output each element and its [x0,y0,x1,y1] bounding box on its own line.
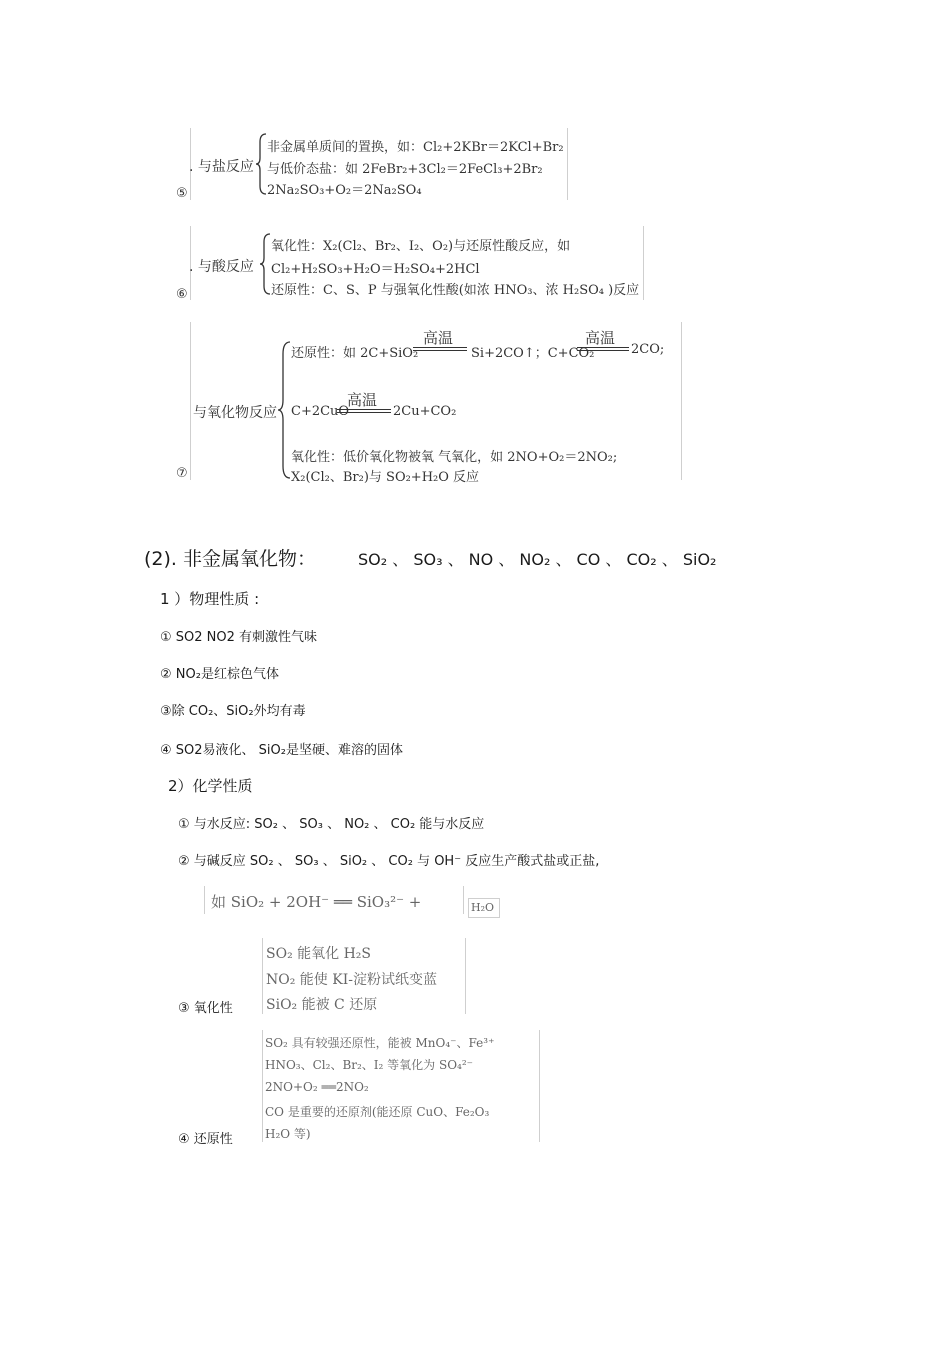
brace-icon [277,340,291,480]
acid-line-2: Cl₂+H₂SO₃+H₂O＝H₂SO₄+2HCl [271,262,480,277]
chemical-properties-heading: 2）化学性质 [168,777,253,795]
reducing-line-1: SO₂ 具有较强还原性，能被 MnO₄⁻、Fe³⁺ [265,1036,495,1050]
base-equation-image [204,886,464,914]
base-equation: 如 SiO₂ + 2OH⁻ ══ SiO₃²⁻ + [211,893,422,911]
acid-line-3: 还原性：C、S、P 与强氧化性酸(如浓 HNO₃、浓 H₂SO₄ )反应 [271,283,640,298]
salt-reaction-label: . 与盐反应 [189,159,254,175]
reducing-image [262,1030,540,1142]
salt-line-2: 与低价态盐：如 2FeBr₂+3Cl₂＝2FeCl₃+2Br₂ [267,162,543,177]
equals-bar-1 [413,347,467,351]
oxide-line-2-prefix: C+2CuO [291,404,350,419]
acid-reaction-image [190,226,644,300]
brace-icon [255,132,267,196]
reducing-line-2: HNO₃、Cl₂、Br₂、I₂ 等氧化为 SO₄²⁻ [265,1058,474,1072]
physical-properties-heading: 1 ）物理性质 : [160,590,260,608]
oxide-line-1-end: 2CO; [631,342,665,357]
chemical-property-4: ④ 还原性 [178,1132,233,1147]
oxide-reaction-image [190,322,682,485]
oxide-reaction-label: 与氧化物反应 [193,405,277,421]
salt-reaction-image [190,128,568,200]
physical-property-2: ② NO₂是红棕色气体 [160,667,279,682]
marker-6: ⑥ [176,287,188,302]
condition-high-temp-2: 高温 [585,329,616,347]
oxide-line-3: 氧化性：低价氧化物被氧 气氧化，如 2NO+O₂＝2NO₂; [291,450,618,465]
salt-line-3: 2Na₂SO₃+O₂＝2Na₂SO₄ [267,183,422,198]
marker-7: ⑦ [176,466,188,481]
reducing-line-4: CO 是重要的还原剂(能还原 CuO、Fe₂O₃ [265,1105,490,1119]
oxidizing-line-1: SO₂ 能氧化 H₂S [266,946,371,962]
section-heading: (2). 非金属氧化物： [144,548,316,570]
oxide-list: SO₂ 、 SO₃ 、 NO 、 NO₂ 、 CO 、 CO₂ 、 SiO₂ [358,550,717,569]
oxide-line-2-end: 2Cu+CO₂ [393,404,457,419]
physical-property-1: ① SO2 NO2 有刺激性气味 [160,630,318,645]
chemical-property-3: ③ 氧化性 [178,1001,233,1016]
water-product-image [468,898,500,918]
oxidizing-line-2: NO₂ 能使 KI-淀粉试纸变蓝 [266,972,437,988]
chemical-property-2: ② 与碱反应 SO₂ 、 SO₃ 、 SiO₂ 、 CO₂ 与 OH⁻ 反应生产酸式盐或正盐, [178,854,600,869]
acid-reaction-label: . 与酸反应 [189,259,254,275]
oxide-line-4: X₂(Cl₂、Br₂)与 SO₂+H₂O 反应 [291,470,480,485]
acid-line-1: 氧化性：X₂(Cl₂、Br₂、I₂、O₂)与还原性酸反应，如 [271,239,571,254]
physical-property-3: ③除 CO₂、SiO₂外均有毒 [160,704,306,719]
equals-bar-2 [577,347,629,351]
salt-line-1: 非金属单质间的置换，如：Cl₂+2KBr＝2KCl+Br₂ [267,140,564,155]
brace-icon [259,232,271,296]
oxidizing-image [262,938,466,1014]
condition-high-temp-1: 高温 [423,329,454,347]
oxide-line-1-prefix: 还原性：如 2C+SiO₂ [291,346,419,361]
marker-5: ⑤ [176,186,188,201]
oxide-line-1-mid: Si+2CO↑；C+CO₂ [471,346,595,361]
condition-high-temp-3: 高温 [347,391,378,409]
reducing-line-3: 2NO+O₂ ══2NO₂ [265,1080,369,1094]
equals-bar-3 [337,409,391,413]
water-product: H₂O [471,901,495,914]
reducing-line-5: H₂O 等) [265,1127,311,1141]
physical-property-4: ④ SO2易液化、 SiO₂是坚硬、难溶的固体 [160,743,403,758]
oxidizing-line-3: SiO₂ 能被 C 还原 [266,997,378,1013]
chemical-property-1: ① 与水反应: SO₂ 、 SO₃ 、 NO₂ 、 CO₂ 能与水反应 [178,817,485,832]
